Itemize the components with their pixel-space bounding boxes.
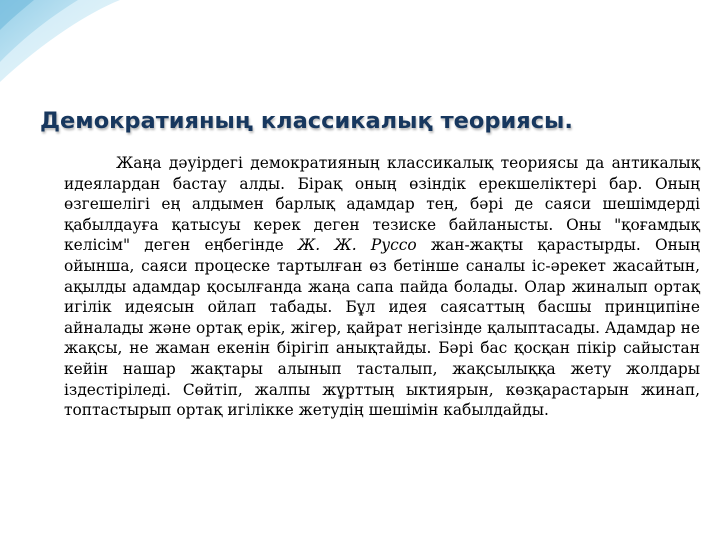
body-text-part-1: Жаңа дәуірдегі демократияның классикалық теориясы да антикалық идеялардан бастау алды. Бірақ оның өзіндік ерекшеліктері бар. Оның өзгешелігі ең алдымен барлық адамдар тең, бәрі де саяси шешімдерді қабылдауға қатысуы керек деген тезиске байланысты. Оны "қоғамдық келісім" деген еңбегінде <box>64 154 700 255</box>
slide-title: Демократияның классикалық теориясы. <box>40 108 573 134</box>
body-text-part-2: жан-жақты қарастырды. Оның ойынша, саяси процеске тартылған өз бетінше саналы іс-әрекет жасайтын, ақылды адамдар қосылғанда жаңа сапа пайда болады. Олар жиналып ортақ игілік идеясын ойлап табады. Бұл идея саясаттың басшы принципіне айналады және ортақ ерік, жігер, қайрат негізінде қалыптасады. Адамдар не жақсы, не жаман екенін бірігіп анықтайды. Бәрі бас қосқан пікір сайыстан кейін нашар жақтары алынып тасталып, жақсылыққа жету жолдары іздестіріледі. Сөйтіп, жалпы жұрттың ыктиярын, көзқарастарын жинап, топтастырып ортақ игілікке жетудің шешімін кабылдайды. <box>64 236 700 420</box>
corner-decoration <box>0 0 140 90</box>
slide-body-text <box>64 153 700 421</box>
author-name: Ж. Ж. Руссо <box>297 236 417 255</box>
